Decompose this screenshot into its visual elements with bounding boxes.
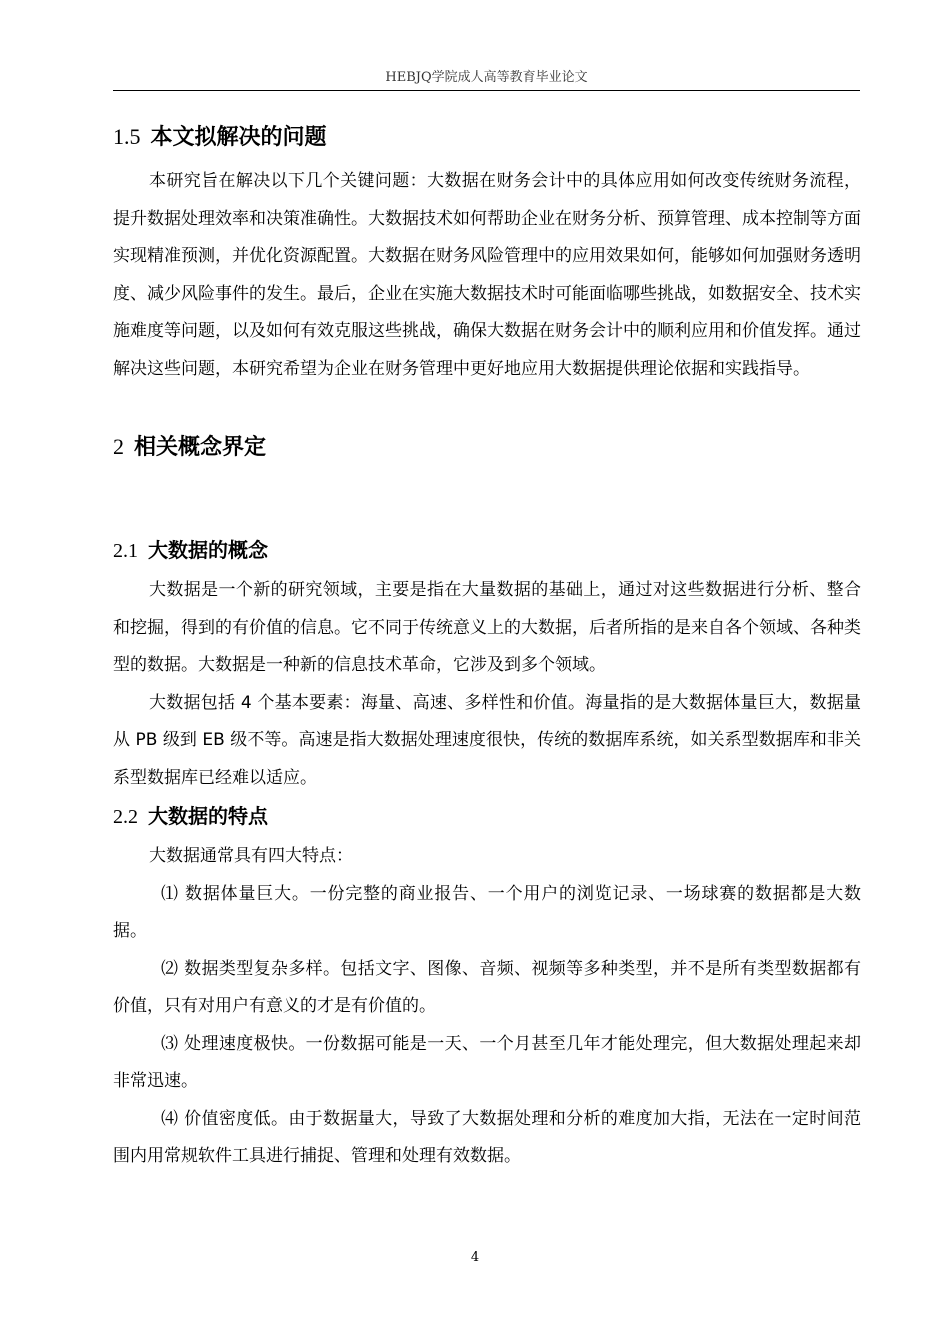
chapter-heading-2 (113, 428, 861, 467)
section-title: 本文拟解决的问题 (150, 125, 327, 150)
list-item: ⑶ 处理速度极快。一份数据可能是一天、一个月甚至几年才能处理完，但大数据处理起来却非常迅速。 (113, 1033, 861, 1091)
section-heading-2-2 (113, 799, 861, 834)
list-item: ⑴ 数据体量巨大。一份完整的商业报告、一个用户的浏览记录、一场球赛的数据都是大数据。 (113, 883, 861, 941)
paragraph: 大数据包括 4 个基本要素：海量、高速、多样性和价值。海量指的是大数据体量巨大，数据量从 PB 级到 EB 级不等。高速是指大数据处理速度很快，传统的数据库系统，如关系型数据库和非关系型数据库已经难以适应。 (113, 692, 861, 788)
section-title: 相关概念界定 (134, 435, 267, 460)
paragraph: 大数据通常具有四大特点： (149, 846, 353, 866)
list-item: ⑵ 数据类型复杂多样。包括文字、图像、音频、视频等多种类型，并不是所有类型数据都有价值，只有对用户有意义的才是有价值的。 (113, 958, 861, 1016)
page-number: 4 (470, 1250, 480, 1265)
section-number: 2.1 (113, 540, 138, 562)
header-rule (113, 90, 860, 91)
paragraph: 大数据是一个新的研究领域，主要是指在大量数据的基础上，通过对这些数据进行分析、整合和挖掘，得到的有价值的信息。它不同于传统意义上的大数据，后者所指的是来自各个领域、各种类型的数据。大数据是一种新的信息技术革命，它涉及到多个领域。 (113, 580, 861, 675)
section-number: 2.2 (113, 806, 138, 828)
page-content (113, 118, 861, 1176)
paragraph: 本研究旨在解决以下几个关键问题：大数据在财务会计中的具体应用如何改变传统财务流程，提升数据处理效率和决策准确性。大数据技术如何帮助企业在财务分析、预算管理、成本控制等方面实现精准预测，并优化资源配置。大数据在财务风险管理中的应用效果如何，能够如何加强财务透明度、减少风险事件的发生。最后，企业在实施大数据技术时可能面临哪些挑战，如数据安全、技术实施难度等问题，以及如何有效克服这些挑战，确保大数据在财务会计中的顺利应用和价值发挥。通过解决这些问题，本研究希望为企业在财务管理中更好地应用大数据提供理论依据和实践指导。 (113, 171, 861, 379)
page-header: HEBJQ学院成人高等教育毕业论文 (385, 70, 588, 85)
list-item: ⑷ 价值密度低。由于数据量大，导致了大数据处理和分析的难度加大指，无法在一定时间范围内用常规软件工具进行捕捉、管理和处理有效数据。 (113, 1108, 861, 1166)
section-title: 大数据的概念 (148, 538, 268, 562)
section-number: 2 (113, 434, 124, 459)
section-number: 1.5 (113, 124, 141, 149)
section-heading-2-1 (113, 533, 861, 568)
section-heading-1-5 (113, 118, 861, 157)
section-title: 大数据的特点 (148, 804, 268, 828)
